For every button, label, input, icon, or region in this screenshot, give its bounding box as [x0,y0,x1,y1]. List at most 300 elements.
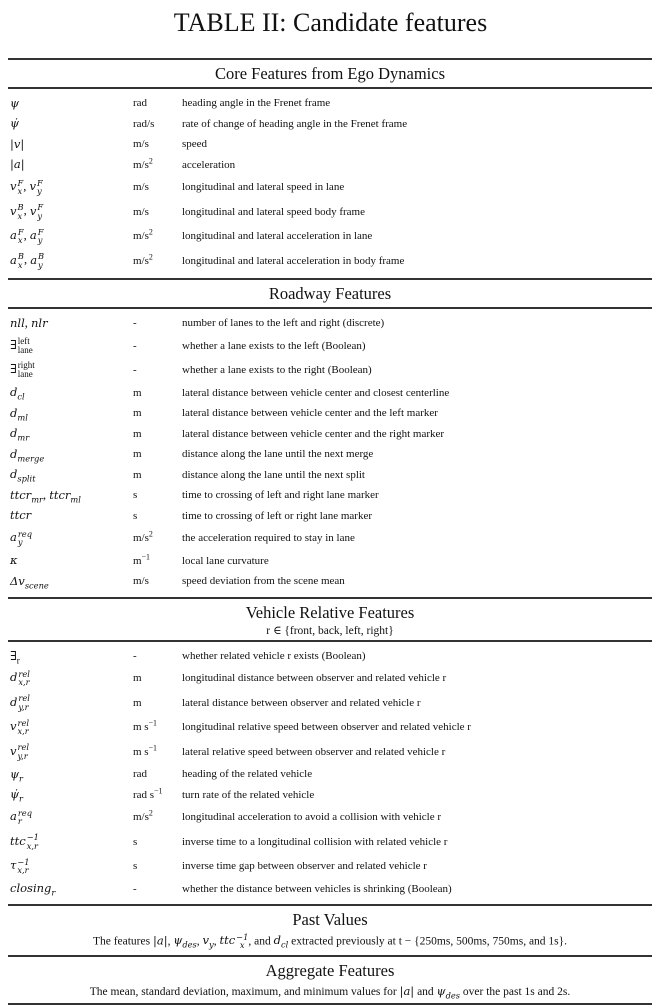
separator: , [24,315,32,330]
table-row [8,571,652,592]
feature-symbol [8,203,133,220]
math-term [10,426,30,443]
math-sup: rel [17,742,29,753]
math-sub: x [17,186,23,197]
feature-symbol [8,809,133,826]
table-row [8,485,652,506]
math-base: v [10,743,17,758]
feature-unit [133,181,182,193]
math-base: ψ [173,933,183,948]
feature-symbol [8,406,133,421]
math-base: d [10,426,18,441]
table-row [8,740,652,765]
feature-unit [133,529,182,545]
unit-text: rad [133,97,148,110]
feature-symbol [8,426,133,441]
separator: , [23,179,30,194]
math-term [10,856,30,876]
feature-unit [133,428,182,440]
unit-text: rad/s [133,117,155,130]
table-row [8,764,652,785]
feature-unit [133,97,182,109]
feature-description: local lane curvature [182,554,269,567]
text-run: The features [92,935,153,948]
math-term [153,933,168,947]
table-row [8,646,652,667]
feature-description: acceleration [182,158,236,171]
math-base: nlr [31,315,48,330]
table-row [8,879,652,900]
feature-unit [133,364,182,376]
feature-unit [133,448,182,460]
feature-symbol [8,881,133,896]
table-title: TABLE II: Candidate features [173,8,488,37]
feature-description: time to crossing of left or right lane marker [182,509,372,522]
feature-symbol [8,467,133,482]
feature-unit [133,469,182,481]
unit-text: m [133,386,142,399]
feature-symbol [8,179,133,196]
unit-text: - [133,649,137,662]
feature-description: lateral relative speed between observer and related vehicle r [182,745,446,758]
math-sub: r [19,773,23,784]
math-base: Δv [10,573,25,588]
sub-sup [37,179,43,196]
math-term [219,932,249,951]
math-base: ttc [219,933,236,948]
math-base: a [10,530,17,545]
math-sup: right [17,360,35,371]
table-row [8,805,652,830]
math-base: d [10,670,18,685]
math-sub: x,r [17,865,29,876]
separator: , [42,487,50,502]
feature-unit [133,860,182,872]
unit-text: m/s [133,205,149,218]
feature-description: distance along the lane until the next split [182,468,365,481]
math-term [10,717,29,737]
feature-symbol [8,488,133,503]
sub-sup [18,809,32,826]
math-base: ψ̇ [10,116,20,131]
feature-description: inverse time to a longitudinal collision with related vehicle r [182,835,448,848]
math-sub: x [17,210,23,221]
feature-description: number of lanes to the left and right (discrete) [182,317,385,330]
math-sup: F [17,226,24,237]
feature-description: whether a lane exists to the right (Boolean) [182,364,372,377]
math-base: d [10,385,18,400]
sub-sup [18,743,30,760]
feature-symbol [8,553,133,568]
math-term [10,226,24,246]
math-term [10,251,24,270]
past-values-text [8,933,652,955]
math-sub: ml [70,494,81,505]
feature-symbol [8,719,133,736]
feature-unit [133,118,182,130]
math-base: τ [10,858,17,873]
features-table [8,58,652,1005]
unit-text: m [133,448,142,461]
feature-unit [133,407,182,419]
feature-symbol [8,361,133,379]
feature-symbol [8,157,133,172]
math-term [10,116,19,130]
math-base: d [10,446,18,461]
table-row [8,465,652,486]
feature-description: longitudinal and lateral speed in lane [182,181,345,194]
math-sup: rel [17,717,29,728]
math-sub: mr [31,494,43,505]
feature-symbol [8,337,133,355]
math-sub: mr [17,432,30,443]
math-sub: lane [17,344,33,355]
math-sup: F [37,177,43,188]
table-row [8,175,652,200]
math-sup: B [17,251,24,262]
feature-description: longitudinal acceleration to avoid a collision with vehicle r [182,811,442,824]
math-term [437,984,460,998]
math-sup: req [17,807,32,818]
math-term [10,742,29,761]
sub-sup [17,858,29,875]
math-term [10,157,25,171]
table-row [8,830,652,855]
feature-unit [133,697,182,709]
unit-text: - [133,317,137,330]
math-base: ttcr [10,487,32,502]
unit-exponent: −1 [154,786,163,796]
unit-exponent: −1 [141,552,150,562]
unit-text: m/s [133,532,149,545]
math-sub: r [19,793,23,804]
math-term [273,933,289,950]
math-term [30,251,45,270]
unit-text: - [133,364,137,377]
math-sub: scene [24,580,49,591]
math-term [10,467,36,484]
unit-text: m [133,672,142,685]
math-term [10,405,28,423]
math-term [399,935,567,947]
text-run: , [213,935,220,948]
math-term [29,202,44,221]
math-base: a [10,252,17,267]
math-base: |a| [152,933,168,948]
feature-unit [133,489,182,501]
table-row [8,526,652,551]
sub-sup [37,203,43,220]
math-sub: y,r [17,750,28,761]
feature-rows [8,309,652,597]
feature-description: distance along the lane until the next merge [182,448,374,461]
feature-unit [133,156,182,171]
math-term [10,881,56,898]
math-term [49,487,81,505]
feature-description: longitudinal distance between observer and related vehicle r [182,672,447,685]
math-base: |a| [399,983,415,998]
math-term [10,648,20,666]
feature-description: inverse time gap between observer and related vehicle r [182,860,427,873]
section-subheading: r ∈ {front, back, left, right} [266,624,394,637]
feature-symbol [8,228,133,245]
feature-unit [133,552,182,567]
unit-text: m/s [133,575,149,588]
math-base: ttcr [10,508,32,523]
feature-description: lateral distance between vehicle center and the left marker [182,407,438,420]
table-row [8,691,652,716]
math-sup: B [17,202,24,213]
sub-sup [18,530,32,547]
unit-text: - [133,339,137,352]
sub-sup [38,228,44,245]
feature-description: longitudinal and lateral acceleration in lane [182,230,373,243]
math-sub: cl [17,391,25,402]
table-row [8,551,652,572]
math-term [10,693,30,712]
math-base: ψ [10,95,20,110]
math-term [202,933,214,950]
math-term [10,385,25,402]
math-base: v [10,719,17,734]
feature-symbol [8,385,133,400]
math-base: d [10,405,18,420]
section-heading: Core Features from Ego Dynamics [214,64,446,83]
unit-exponent: 2 [148,252,153,262]
math-sub: x,r [18,677,30,688]
math-sub: cl [280,939,289,950]
math-term [10,787,23,804]
math-sub: x [17,259,23,270]
feature-unit [133,808,182,824]
unit-text: m s [133,745,149,758]
text-run: over the past 1s and 2s. [460,985,571,998]
feature-unit [133,650,182,662]
math-sub: x [17,235,23,246]
math-term [400,984,415,998]
unit-text: m/s [133,158,149,171]
table-row [8,313,652,334]
feature-symbol [8,530,133,547]
feature-symbol [8,858,133,875]
table-row [8,666,652,691]
feature-unit [133,340,182,352]
sub-sup [38,252,44,269]
feature-symbol [8,508,133,523]
math-base: ∃ [10,337,17,352]
math-sub: y,r [18,701,29,712]
math-sub: r [51,887,56,898]
math-base: ttcr [49,487,71,502]
feature-description: speed [182,138,208,151]
math-base: |a| [10,157,25,172]
unit-exponent: 2 [148,808,153,818]
table-row [8,444,652,465]
feature-unit [133,786,182,801]
math-base: ∃ [10,362,17,377]
unit-text: m/s [133,254,149,267]
feature-unit [133,510,182,522]
math-base: ψ̇ [10,787,20,802]
feature-unit [133,252,182,267]
feature-description: speed deviation from the scene mean [182,575,345,588]
math-base: |v| [10,136,25,151]
feature-rows [8,89,652,278]
feature-description: time to crossing of left and right lane marker [182,489,379,502]
unit-text: - [133,882,137,895]
math-term [10,137,24,151]
aggregate-features-heading: Aggregate Features [265,960,395,980]
table-row [8,506,652,527]
feature-description: whether the distance between vehicles is shrinking (Boolean) [182,882,452,895]
math-base: ttc [10,833,26,848]
unit-text: m [133,554,142,567]
sub-sup [236,933,248,950]
past-values-heading: Past Values [292,910,368,929]
feature-symbol [8,574,133,589]
math-sub: des [182,939,197,950]
feature-rows [8,642,652,905]
math-term [31,316,48,330]
math-term [10,360,35,380]
separator: , [23,228,30,243]
math-sup: −1 [17,856,30,867]
math-base: v [10,203,17,218]
math-term [10,573,49,591]
section-heading: Vehicle Relative Features [245,602,415,622]
feature-description: whether a lane exists to the left (Boolean) [182,339,366,352]
separator: , [23,203,30,218]
unit-text: m/s [133,230,149,243]
table-row [8,854,652,879]
math-sub: y [17,537,23,548]
table-row [8,424,652,445]
math-sub: x,r [26,840,38,851]
feature-unit [133,672,182,684]
text-run: and [414,985,437,998]
feature-unit [133,387,182,399]
feature-unit [133,138,182,150]
text-run: , and [248,935,274,948]
math-base: a [10,809,17,824]
unit-exponent: −1 [148,743,158,753]
table-row [8,93,652,114]
math-sup: −1 [26,832,39,843]
math-sub: y [37,210,42,221]
math-term [10,832,39,851]
math-base: v [10,179,17,194]
unit-text: s [133,509,138,522]
math-sup: −1 [236,932,249,942]
feature-symbol [8,743,133,760]
feature-symbol [8,316,133,331]
math-sub: x [239,940,245,951]
math-base: a [29,228,37,243]
math-term [10,668,30,688]
sub-sup [27,833,39,850]
feature-description: lateral distance between observer and related vehicle r [182,696,421,709]
feature-symbol [8,116,133,131]
math-sup: rel [18,693,30,704]
math-sub: r [17,816,22,827]
unit-exponent: 2 [148,529,153,539]
separator: , [23,252,31,267]
unit-text: m [133,427,142,440]
math-base: closing [10,881,52,896]
math-term [29,226,44,246]
math-base: κ [10,553,18,568]
feature-description: rate of change of heading angle in the Frenet frame [182,117,408,130]
unit-text: rad s [133,788,155,801]
unit-text: m [133,696,142,709]
math-sub: r [16,655,20,666]
feature-symbol [8,96,133,111]
math-sub: lane [17,369,33,380]
math-base: d [10,694,18,709]
math-base: d [10,467,18,482]
unit-text: m/s [133,811,149,824]
math-base: v [29,203,37,218]
math-term [10,487,43,505]
math-term [10,335,33,355]
feature-unit [133,883,182,895]
feature-unit [133,743,182,758]
math-base: v [29,179,36,194]
math-sub: ml [17,412,28,423]
math-sub: y [37,235,43,246]
feature-unit [133,718,182,734]
feature-unit [133,575,182,587]
unit-text: s [133,489,138,502]
aggregate-features-text [8,984,652,1003]
feature-symbol [8,787,133,802]
math-base: a [10,228,17,243]
table-row [8,200,652,225]
feature-symbol [8,670,133,687]
section-rule [8,1003,652,1005]
math-term [10,528,32,548]
feature-unit [133,768,182,780]
math-base: ψ [10,766,20,781]
math-term [10,177,24,197]
unit-text: m s [133,721,149,734]
feature-description: longitudinal and lateral speed body frame [182,205,365,218]
math-term [10,96,19,110]
feature-description: heading of the related vehicle [182,768,313,781]
math-sup: req [17,528,32,539]
unit-text: m [133,407,142,420]
feature-symbol [8,252,133,269]
math-base: v [202,933,210,948]
sub-sup [18,719,30,736]
math-sub: des [445,989,461,1000]
table-row [8,224,652,249]
math-base: ψ [436,983,446,998]
text-run: The mean, standard deviation, maximum, and minimum values for [89,985,400,998]
math-term [10,508,31,522]
math-term [173,933,197,950]
math-sup: F [37,202,44,213]
math-sup: F [37,226,44,237]
table-row [8,114,652,135]
math-sub: y [37,186,42,197]
unit-text: s [133,860,138,873]
sub-sup [18,670,30,687]
math-base: ∃ [10,648,17,663]
feature-symbol [8,447,133,462]
text-run: , [196,935,203,948]
math-sub: y [38,259,43,270]
